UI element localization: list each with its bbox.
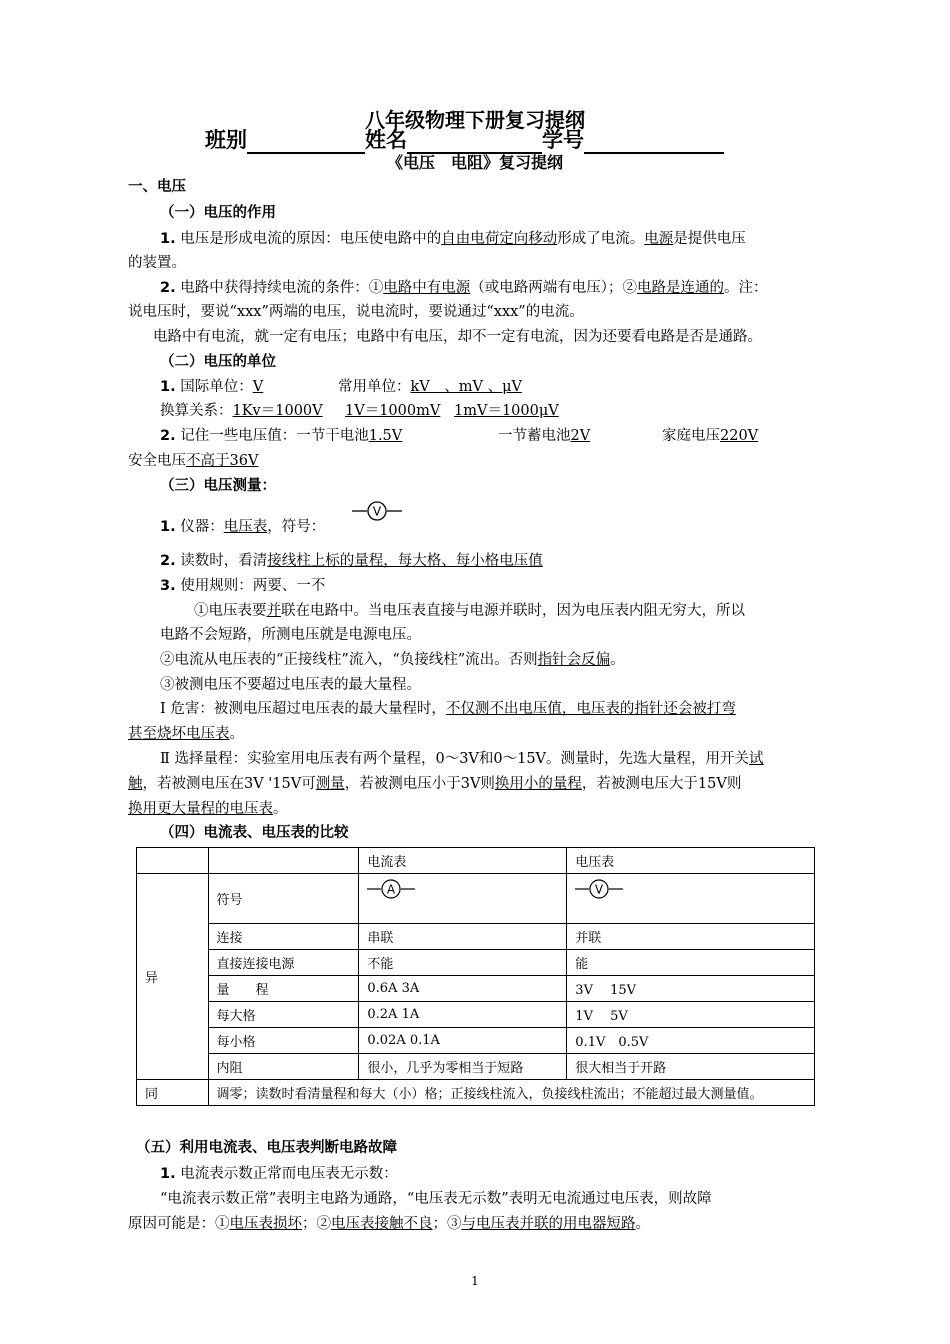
paragraph-continuation: 的装置。 — [128, 255, 186, 271]
same-text: 调零；读数时看清量程和每大（小）格；正接线柱流入，负接线柱流出；不能超过最大测量值。 — [208, 1080, 815, 1106]
paragraph — [160, 699, 950, 719]
paragraph-continuation — [128, 451, 950, 471]
text: Ⅱ 选择量程：实验室用电压表有两个量程，0～3V和0～15V。测量时，先选大量程，用开关 — [160, 751, 750, 767]
text: 。注： — [723, 280, 768, 296]
item-number: 1. — [160, 379, 176, 395]
row-label: 量 程 — [208, 976, 359, 1002]
name-label: 姓名 — [365, 128, 407, 152]
ammeter-symbol-icon — [367, 878, 415, 900]
item-number: 1. — [160, 1166, 176, 1182]
underlined-text: 1V＝1000mV — [345, 403, 441, 419]
underlined-text: 自由电荷定向移动 — [441, 231, 558, 247]
voltmeter-cell: 3V 15V — [567, 976, 815, 1002]
diff-label: 异 — [137, 874, 209, 1080]
text: 联在电路中。当电压表直接与电源并联时，因为电压表内阻无穷大，所以 — [281, 603, 745, 619]
paragraph — [160, 1164, 950, 1184]
paragraph: 电路中有电流，就一定有电压；电路中有电压，却不一定有电流，因为还要看电路是否是通路。 — [153, 329, 762, 345]
text: 仪器： — [180, 519, 224, 535]
section-heading: 一、电压 — [128, 179, 186, 195]
table-row — [137, 924, 815, 950]
paragraph-continuation — [128, 1214, 950, 1234]
text: 是提供电压 — [673, 231, 746, 247]
text: 读数时，看清 — [180, 553, 268, 569]
underlined-text: 1.5V — [368, 428, 403, 444]
ammeter-cell: 很小，几乎为零相当于短路 — [359, 1054, 567, 1080]
underlined-text: 换用小的量程 — [494, 776, 582, 792]
underlined-text: 电路中有电源 — [383, 280, 471, 296]
underlined-text: 电路是连通的 — [636, 280, 724, 296]
paragraph — [160, 749, 950, 769]
underlined-text: 1mV＝1000μV — [454, 403, 559, 419]
text: 。 — [273, 801, 288, 817]
text: 形成了电流。 — [557, 231, 645, 247]
id-label: 学号 — [542, 128, 584, 152]
voltmeter-symbol-letter: V — [372, 504, 382, 519]
underlined-text: V — [252, 379, 264, 395]
table-row — [137, 1080, 815, 1106]
underlined-text: 电压表损坏 — [229, 1216, 302, 1232]
text: 记住一些电压值：一节干电池 — [180, 428, 369, 444]
voltmeter-cell: 能 — [567, 950, 815, 976]
text: 常用单位： — [338, 379, 411, 395]
text: 电流表示数正常而电压表无示数： — [180, 1166, 398, 1182]
text-group — [662, 426, 758, 446]
table-row — [137, 1054, 815, 1080]
underlined-text: 试 — [749, 751, 764, 767]
underlined-text: 并 — [266, 603, 281, 619]
text: ①电压表要 — [194, 603, 267, 619]
text: 。 — [610, 652, 625, 668]
subsection-heading: （三）电压测量： — [160, 478, 276, 494]
paragraph — [160, 401, 950, 421]
ammeter-cell: 0.6A 3A — [359, 976, 567, 1002]
subtitle: 《电压 电阻》复习提纲 — [386, 153, 563, 172]
table-cell — [208, 848, 359, 874]
ammeter-cell: 串联 — [359, 924, 567, 950]
page-number: 1 — [471, 1274, 479, 1288]
text: ②电流从电压表的“正接线柱”流入，“负接线柱”流出。否则 — [160, 652, 538, 668]
document-title: 八年级物理下册复习提纲 — [365, 108, 585, 132]
ammeter-symbol-cell — [359, 874, 567, 924]
table-row — [137, 874, 815, 924]
voltmeter-symbol-icon — [352, 500, 402, 522]
ammeter-symbol-letter: A — [387, 882, 396, 897]
item-number: 3. — [160, 578, 176, 594]
same-label: 同 — [137, 1080, 209, 1106]
voltmeter-symbol-cell — [567, 874, 815, 924]
voltmeter-cell: 1V 5V — [567, 1002, 815, 1028]
text: ，若被测电压在3V '15V可 — [142, 776, 316, 792]
text: 换算关系： — [160, 403, 233, 419]
row-label: 每大格 — [208, 1002, 359, 1028]
paragraph — [160, 517, 950, 537]
table-row — [137, 1002, 815, 1028]
item-number: 2. — [160, 428, 176, 444]
item-number: 1. — [160, 519, 176, 535]
paragraph-continuation: 电路不会短路，所测电压就是电源电压。 — [160, 627, 421, 643]
text: ，若被测电压小于3V则 — [344, 776, 495, 792]
voltmeter-cell: 并联 — [567, 924, 815, 950]
text: 电压是形成电流的原因：电压使电路中的 — [180, 231, 442, 247]
paragraph — [160, 426, 950, 446]
paragraph-continuation: 说电压时，要说“xxx”两端的电压，说电流时，要说通过“xxx”的电流。 — [128, 304, 584, 320]
text: ；② — [302, 1216, 331, 1232]
table-row — [137, 950, 815, 976]
table-cell — [137, 848, 209, 874]
subsection-heading: （五）利用电流表、电压表判断电路故障 — [136, 1140, 397, 1156]
paragraph: ③被测电压不要超过电压表的最大量程。 — [160, 677, 421, 693]
text: 安全电压 — [128, 453, 186, 469]
voltmeter-cell: 0.1V 0.5V — [567, 1028, 815, 1054]
underlined-text: 电源 — [644, 231, 674, 247]
text: 原因可能是：① — [128, 1216, 230, 1232]
text: ，符号： — [267, 519, 326, 535]
item-number: 2. — [160, 280, 176, 296]
text: 。 — [635, 1216, 650, 1232]
row-label: 直接连接电源 — [208, 950, 359, 976]
item-number: 2. — [160, 553, 176, 569]
paragraph — [160, 650, 950, 670]
ammeter-cell: 0.2A 1A — [359, 1002, 567, 1028]
voltmeter-symbol-icon — [575, 878, 623, 900]
underlined-text: 测量 — [315, 776, 345, 792]
paragraph — [160, 229, 950, 249]
paragraph — [160, 576, 950, 596]
text-group — [338, 377, 522, 397]
ammeter-cell: 0.02A 0.1A — [359, 1028, 567, 1054]
paragraph — [194, 601, 950, 621]
paragraph: “电流表示数正常”表明主电路为通路，“电压表无示数”表明无电流通过电压表，则故障 — [160, 1191, 712, 1207]
underlined-text: 1Kv＝1000V — [232, 403, 323, 419]
underlined-text: 220V — [720, 428, 759, 444]
row-label: 符号 — [208, 874, 359, 924]
paragraph-continuation — [128, 799, 950, 819]
text: Ⅰ 危害：被测电压超过电压表的最大量程时， — [160, 701, 446, 717]
underlined-text: 触 — [128, 776, 143, 792]
underlined-text: 甚至烧坏电压表 — [128, 726, 230, 742]
text: 一节蓄电池 — [498, 428, 571, 444]
paragraph — [160, 377, 950, 397]
text: 电路中获得持续电流的条件：① — [180, 280, 384, 296]
underlined-text: 接线柱上标的量程，每大格、每小格电压值 — [267, 553, 543, 569]
row-label: 每小格 — [208, 1028, 359, 1054]
underlined-text: 与电压表并联的用电器短路 — [461, 1216, 636, 1232]
subsection-heading: （二）电压的单位 — [160, 354, 276, 370]
paragraph-continuation — [128, 724, 950, 744]
class-label: 班别 — [205, 128, 247, 152]
text: 使用规则：两要、一不 — [180, 578, 326, 594]
table-row — [137, 1028, 815, 1054]
text: 国际单位： — [180, 379, 253, 395]
paragraph — [160, 551, 950, 571]
text: ，若被测电压大于15V则 — [581, 776, 742, 792]
underlined-text: 不高于36V — [186, 453, 259, 469]
voltmeter-cell: 很大相当于开路 — [567, 1054, 815, 1080]
subsection-heading: （一）电压的作用 — [160, 205, 276, 221]
table-row — [137, 976, 815, 1002]
text: （或电路两端有电压）；② — [470, 280, 637, 296]
underlined-text: 不仅测不出电压值，电压表的指针还会被打弯 — [445, 701, 736, 717]
ammeter-cell: 不能 — [359, 950, 567, 976]
table-header-voltmeter: 电压表 — [567, 848, 815, 874]
row-label: 连接 — [208, 924, 359, 950]
table-header-row — [137, 848, 815, 874]
subsection-heading: （四）电流表、电压表的比较 — [160, 825, 349, 841]
text: 。 — [229, 726, 244, 742]
text: ；③ — [432, 1216, 462, 1232]
text: 家庭电压 — [662, 428, 720, 444]
row-label: 内阻 — [208, 1054, 359, 1080]
underlined-text: 电压表 — [223, 519, 268, 535]
paragraph — [160, 278, 950, 298]
text-group — [498, 426, 590, 446]
item-number: 1. — [160, 231, 176, 247]
underlined-text: 换用更大量程的电压表 — [128, 801, 273, 817]
comparison-table — [136, 847, 815, 1106]
underlined-text: kV 、mV 、μV — [410, 379, 522, 395]
underlined-text: 指针会反偏 — [537, 652, 611, 668]
underlined-text: 电压表接触不良 — [331, 1216, 433, 1232]
paragraph-continuation — [128, 774, 950, 794]
table-header-ammeter: 电流表 — [359, 848, 567, 874]
underlined-text: 2V — [570, 428, 591, 444]
voltmeter-symbol-letter: V — [595, 882, 604, 897]
